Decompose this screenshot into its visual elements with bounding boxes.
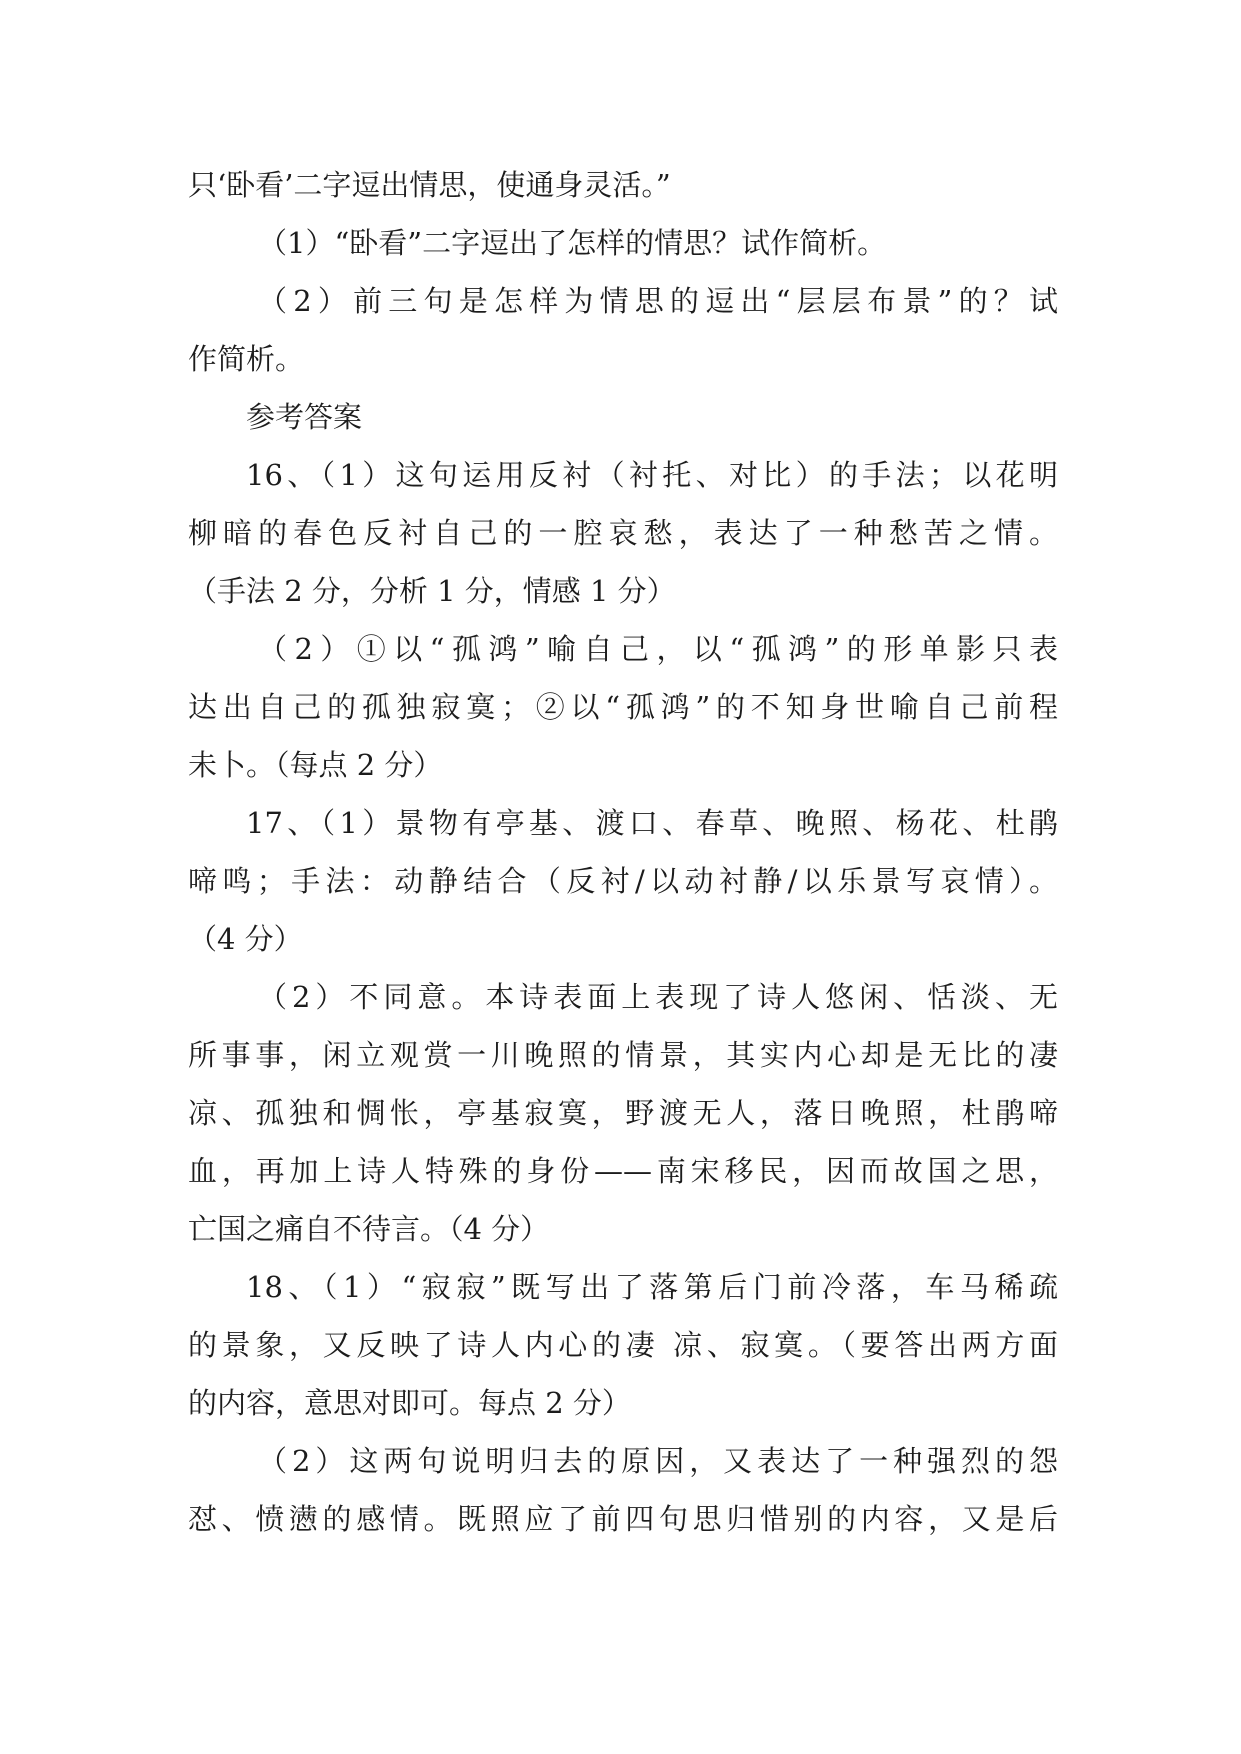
answer-16-1: 16、（1）这句运用反衬（衬托、对比）的手法；以花明	[246, 458, 1058, 492]
answer-17-1: 17、（1）景物有亭基、渡口、春草、晚照、杨花、杜鹃	[246, 806, 1058, 840]
text-line: 达出自己的孤独寂寞；②以“孤鸿”的不知身世喻自己前程	[188, 690, 1058, 724]
text-line: 的内容，意思对即可。每点 2 分）	[188, 1386, 631, 1420]
answer-18-2: （2）这两句说明归去的原因，又表达了一种强烈的怨	[258, 1444, 1058, 1478]
text-line: 啼鸣；手法：动静结合（反衬/以动衬静/以乐景写哀情）。	[188, 864, 1058, 898]
answer-17-2: （2）不同意。本诗表面上表现了诗人悠闲、恬淡、无	[258, 980, 1058, 1014]
text-line: 凉、孤独和惆怅，亭基寂寞，野渡无人，落日晚照，杜鹃啼	[188, 1096, 1058, 1130]
section-heading-answers: 参考答案	[246, 400, 363, 434]
text-line: 的景象，又反映了诗人内心的凄 凉、寂寞。（要答出两方面	[188, 1328, 1058, 1362]
score-note: （4 分）	[188, 922, 303, 956]
text-line: 柳暗的春色反衬自己的一腔哀愁，表达了一种愁苦之情。	[188, 516, 1058, 550]
answer-18-1: 18、（1）“寂寂”既写出了落第后门前冷落，车马稀疏	[246, 1270, 1058, 1304]
text-line: 作简析。	[188, 342, 305, 376]
text-line: 怼、愤懑的感情。既照应了前四句思归惜别的内容，又是后	[188, 1502, 1058, 1536]
text-line: 血，再加上诗人特殊的身份——南宋移民，因而故国之思，	[188, 1154, 1058, 1188]
answer-16-2: （2）①以“孤鸿”喻自己，以“孤鸿”的形单影只表	[258, 632, 1058, 666]
score-note: （手法 2 分，分析 1 分，情感 1 分）	[188, 574, 676, 608]
text-line: 所事事，闲立观赏一川晚照的情景，其实内心却是无比的凄	[188, 1038, 1058, 1072]
question-2: （2）前三句是怎样为情思的逗出“层层布景”的？试	[258, 284, 1058, 318]
text-line: 未卜。（每点 2 分）	[188, 748, 443, 782]
text-line: 只‘卧看’二字逗出情思，使通身灵活。”	[188, 168, 671, 202]
document-body	[188, 156, 1058, 1548]
text-line: 亡国之痛自不待言。（4 分）	[188, 1212, 550, 1246]
question-1: （1）“卧看”二字逗出了怎样的情思？试作简析。	[258, 226, 887, 260]
